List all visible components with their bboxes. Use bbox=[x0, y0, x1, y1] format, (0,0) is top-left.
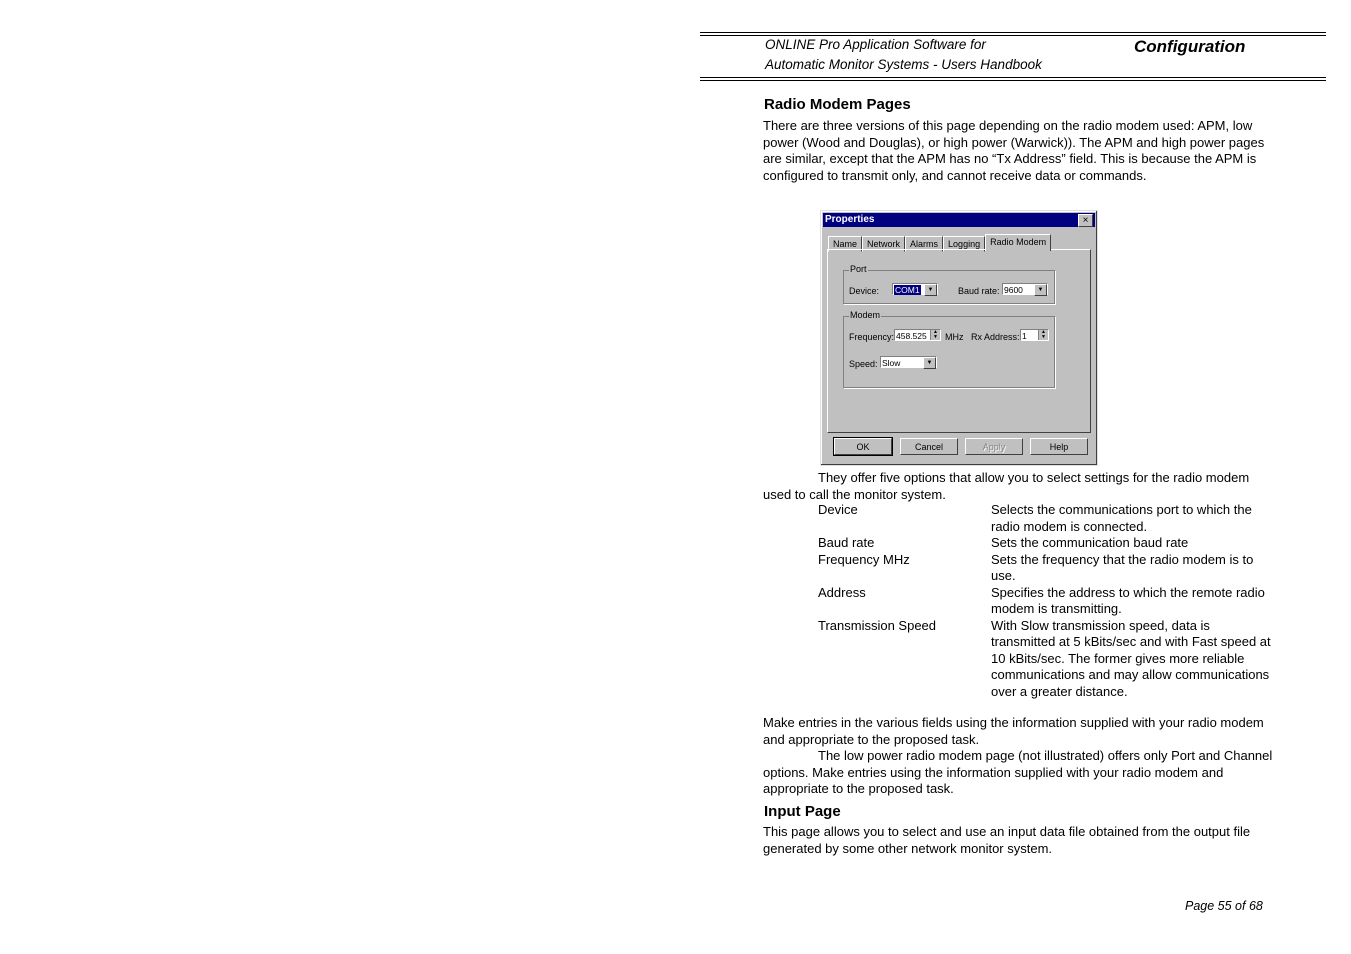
entries-note: Make entries in the various fields using the information supplied with your radio modem and appropriate to the proposed task. bbox=[763, 715, 1264, 747]
cancel-button[interactable]: Cancel bbox=[900, 438, 958, 455]
frequency-value: 458.525 bbox=[896, 331, 927, 341]
definition-row bbox=[818, 535, 1271, 552]
ok-button[interactable]: OK bbox=[834, 438, 892, 455]
port-group bbox=[843, 264, 1055, 304]
speed-label: Speed: bbox=[849, 359, 878, 369]
radio-modem-intro: There are three versions of this page depending on the radio modem used: APM, low power (Wood and Douglas), or high power (Warwick)). The APM and high power pages are similar, except that the APM has no “Tx Address” field. This is because the APM is configured to transmit only, and cannot receive data or commands. bbox=[763, 118, 1265, 183]
mhz-label: MHz bbox=[945, 332, 964, 342]
tab-logging[interactable]: Logging bbox=[943, 236, 985, 252]
tab-alarms[interactable]: Alarms bbox=[905, 236, 943, 252]
baud-rate-select[interactable] bbox=[1002, 283, 1048, 295]
definition-desc: With Slow transmission speed, data is transmitted at 5 kBits/sec and with Fast speed at 10 kBits/sec. The former gives more reliable communications and may allow communications over a greater distance. bbox=[991, 617, 1271, 699]
definition-term: Baud rate bbox=[818, 535, 875, 550]
rx-address-label: Rx Address: bbox=[971, 332, 1020, 342]
frequency-input[interactable] bbox=[894, 329, 941, 341]
dialog-tabs bbox=[828, 234, 1051, 250]
tab-name[interactable]: Name bbox=[828, 236, 862, 252]
baud-rate-value: 9600 bbox=[1004, 285, 1023, 295]
device-label: Device: bbox=[849, 286, 880, 296]
rx-address-value: 1 bbox=[1022, 331, 1027, 341]
input-page-heading: Input Page bbox=[764, 803, 841, 820]
help-button[interactable]: Help bbox=[1030, 438, 1088, 455]
frequency-label: Frequency: bbox=[849, 332, 895, 342]
options-intro: They offer five options that allow you to select settings for the radio modem used to call the monitor system. bbox=[763, 470, 1250, 502]
page-number: Page 55 of 68 bbox=[1185, 899, 1263, 913]
definition-term: Frequency MHz bbox=[818, 551, 910, 567]
header-title-line2: Automatic Monitor Systems - Users Handbook bbox=[765, 57, 1042, 72]
definition-term: Address bbox=[818, 584, 866, 600]
spinner-icon[interactable]: ▲ ▼ bbox=[1038, 330, 1048, 340]
radio-modem-panel bbox=[827, 249, 1091, 433]
tab-network[interactable]: Network bbox=[862, 236, 905, 252]
rx-address-input[interactable] bbox=[1020, 329, 1049, 341]
definition-desc: Sets the frequency that the radio modem is to use. bbox=[991, 551, 1254, 583]
dialog-title: Properties bbox=[825, 214, 875, 225]
header-rule-top-2 bbox=[700, 35, 1326, 36]
dialog-titlebar bbox=[823, 213, 1095, 227]
header-rule-bottom-2 bbox=[700, 80, 1326, 81]
device-select[interactable] bbox=[892, 283, 938, 295]
properties-dialog bbox=[820, 210, 1098, 466]
definition-desc: Selects the communications port to which the radio modem is connected. bbox=[991, 502, 1252, 534]
definition-row bbox=[818, 618, 1271, 701]
definition-row bbox=[818, 585, 1271, 618]
definition-desc: Specifies the address to which the remote radio modem is transmitting. bbox=[991, 584, 1265, 616]
close-icon[interactable]: × bbox=[1078, 214, 1093, 227]
modem-group-label: Modem bbox=[850, 310, 881, 320]
speed-value: Slow bbox=[882, 358, 901, 368]
baud-rate-label: Baud rate: bbox=[958, 286, 1000, 296]
chevron-down-icon[interactable]: ▼ bbox=[1034, 284, 1047, 296]
speed-select[interactable] bbox=[880, 356, 937, 368]
low-power-note: The low power radio modem page (not illustrated) offers only Port and Channel options. Make entries using the information supplied with your radio modem and appropriate to the proposed task. bbox=[763, 748, 1273, 796]
chevron-down-icon[interactable]: ▼ bbox=[924, 284, 937, 296]
spinner-icon[interactable]: ▲ ▼ bbox=[930, 330, 940, 340]
definition-desc: Sets the communication baud rate bbox=[991, 535, 1189, 550]
device-value: COM1 bbox=[895, 285, 920, 295]
header-rule-bottom bbox=[700, 77, 1326, 78]
port-group-label: Port bbox=[850, 264, 867, 274]
definition-row bbox=[818, 502, 1271, 535]
definition-term: Transmission Speed bbox=[818, 617, 937, 633]
chevron-down-icon[interactable]: ▼ bbox=[923, 357, 936, 369]
input-page-text: This page allows you to select and use an input data file obtained from the output file generated by some other network monitor system. bbox=[763, 824, 1251, 856]
radio-modem-heading: Radio Modem Pages bbox=[764, 96, 911, 113]
header-title-line1: ONLINE Pro Application Software for bbox=[765, 37, 986, 52]
tab-radio-modem[interactable]: Radio Modem bbox=[985, 234, 1051, 251]
apply-button[interactable]: Apply bbox=[965, 438, 1023, 455]
header-rule-top bbox=[700, 32, 1326, 33]
definition-row bbox=[818, 552, 1271, 585]
section-title: Configuration bbox=[1134, 37, 1246, 56]
definition-term: Device bbox=[818, 502, 858, 517]
modem-group bbox=[843, 310, 1055, 388]
definition-list bbox=[818, 502, 1271, 700]
